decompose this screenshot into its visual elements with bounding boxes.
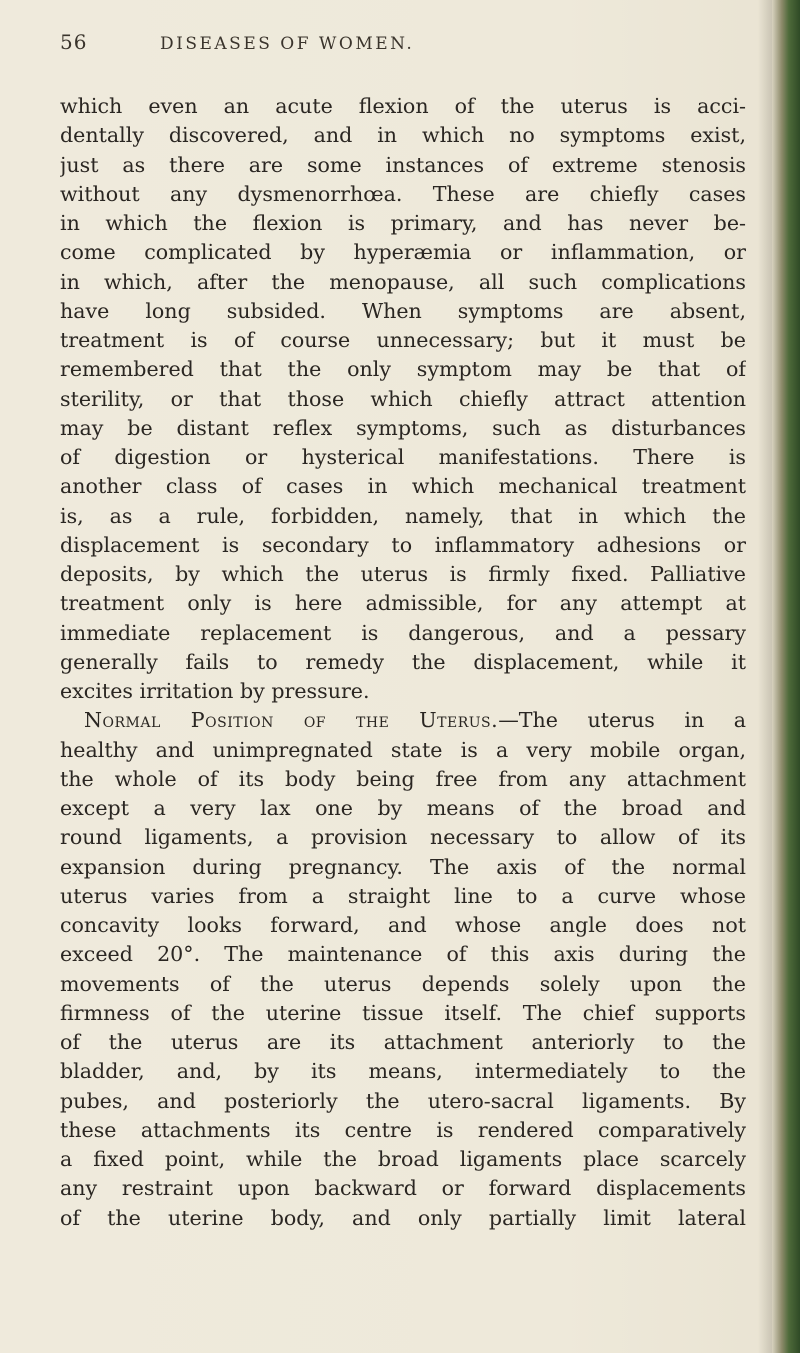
text-line: any restraint upon backward or forward displacements xyxy=(60,1176,746,1201)
body-text xyxy=(60,92,746,1233)
text-line: these attachments its centre is rendered comparatively xyxy=(60,1117,746,1142)
text-line: exceed 20°. The maintenance of this axis during the xyxy=(60,942,746,967)
running-head: DISEASES OF WOMEN. xyxy=(160,34,415,54)
text-line: have long subsided. When symptoms are absent, xyxy=(60,298,746,323)
text-line: remembered that the only symptom may be that of xyxy=(60,357,746,382)
text-line: healthy and unimpregnated state is a very mobile organ, xyxy=(60,737,746,762)
text-line: may be distant reflex symptoms, such as disturbances xyxy=(60,415,746,440)
text-line: except a very lax one by means of the broad and xyxy=(60,796,746,820)
text-line: sterility, or that those which chiefly attract attention xyxy=(60,386,746,411)
text-line: displacement is secondary to inflammatory adhesions or xyxy=(60,532,746,557)
text-line: of the uterine body, and only partially limit lateral xyxy=(60,1205,746,1230)
page-gutter-shadow xyxy=(758,0,772,1353)
text-line: round ligaments, a provision necessary to allow of its xyxy=(60,825,746,850)
text-line: a fixed point, while the broad ligaments place scarcely xyxy=(60,1147,746,1171)
book-binding-edge xyxy=(772,0,800,1353)
text-line: in which, after the menopause, all such complications xyxy=(60,269,746,294)
text-line: come complicated by hyperæmia or inflammation, or xyxy=(60,240,746,265)
text-line: expansion during pregnancy. The axis of the normal xyxy=(60,854,746,879)
text-line: concavity looks forward, and whose angle does not xyxy=(60,913,746,937)
text-line: just as there are some instances of extreme stenosis xyxy=(60,152,746,177)
section-heading: Normal Position of the Uterus. xyxy=(84,708,499,733)
text-line: without any dysmenorrhœa. These are chiefly cases xyxy=(60,181,746,206)
section-heading-line xyxy=(60,706,746,735)
text-line: of the uterus are its attachment anteriorly to the xyxy=(60,1030,746,1054)
text-line: treatment only is here admissible, for any attempt at xyxy=(60,591,746,616)
text-line: deposits, by which the uterus is firmly fixed. Palliative xyxy=(60,562,746,586)
text-line: which even an acute flexion of the uterus is acci- xyxy=(60,94,746,118)
text-line: immediate replacement is dangerous, and a pessary xyxy=(60,620,746,645)
text-line: dentally discovered, and in which no symptoms exist, xyxy=(60,123,746,148)
text-line: the whole of its body being free from any attachment xyxy=(60,766,746,791)
page-header xyxy=(60,30,750,62)
page-number: 56 xyxy=(60,30,88,54)
text-line: another class of cases in which mechanical treatment xyxy=(60,474,746,499)
text-line: is, as a rule, forbidden, namely, that in which the xyxy=(60,503,746,528)
text-line: movements of the uterus depends solely upon the xyxy=(60,971,746,996)
text-line: of digestion or hysterical manifestations. There is xyxy=(60,445,746,469)
text-line: pubes, and posteriorly the utero-sacral ligaments. By xyxy=(60,1088,746,1113)
text-line: firmness of the uterine tissue itself. The chief supports xyxy=(60,1000,746,1025)
section-heading-continuation: —The uterus in a xyxy=(498,708,746,733)
text-line: treatment is of course unnecessary; but it must be xyxy=(60,328,746,352)
text-line: bladder, and, by its means, intermediately to the xyxy=(60,1059,746,1084)
text-line: generally fails to remedy the displacement, while it xyxy=(60,649,746,674)
text-line: excites irritation by pressure. xyxy=(60,679,370,703)
text-line: uterus varies from a straight line to a curve whose xyxy=(60,883,746,908)
text-line: in which the flexion is primary, and has never be- xyxy=(60,211,746,235)
